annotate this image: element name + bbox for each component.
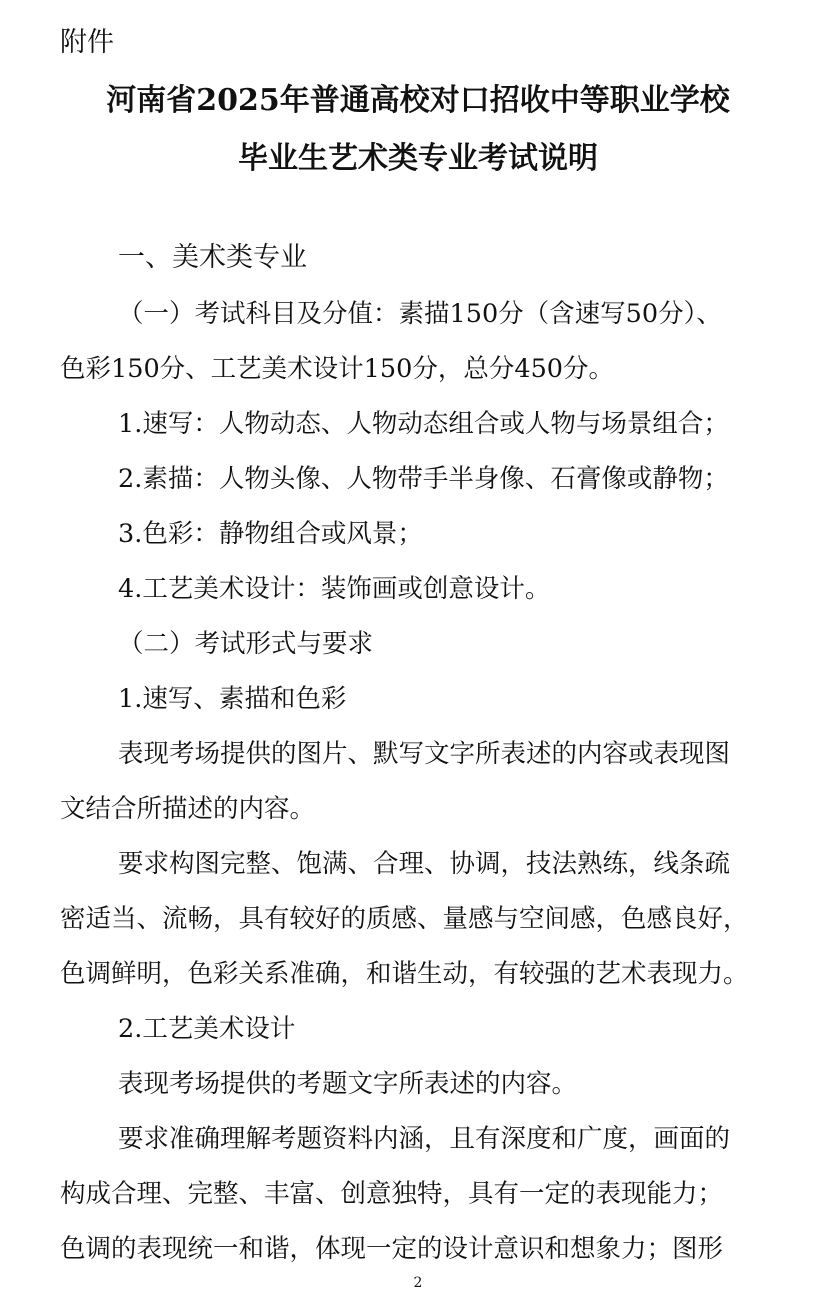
subject-item-drawing: 2.素描：人物头像、人物带手半身像、石膏像或静物； [118, 464, 729, 494]
design-para2-line2: 构成合理、完整、丰富、创意独特，具有一定的表现能力； [60, 1179, 724, 1209]
sketch-para2-line1: 要求构图完整、饱满、合理、协调，技法熟练，线条疏 [118, 849, 731, 879]
subjects-line-2: 色彩150分、工艺美术设计150分，总分450分。 [60, 354, 615, 384]
title-line-2: 毕业生艺术类专业考试说明 [238, 141, 598, 176]
design-para1: 表现考场提供的考题文字所表述的内容。 [118, 1069, 578, 1099]
sketch-heading: 1.速写、素描和色彩 [118, 684, 347, 714]
attachment-label: 附件 [60, 27, 114, 58]
design-heading: 2.工艺美术设计 [118, 1014, 296, 1044]
subject-item-design: 4.工艺美术设计：装饰画或创意设计。 [118, 574, 551, 604]
sketch-para2-line3: 色调鲜明，色彩关系准确，和谐生动，有较强的艺术表现力。 [60, 959, 749, 989]
title-line-1: 河南省2025年普通高校对口招收中等职业学校 [106, 83, 730, 118]
subjects-line-1: （一）考试科目及分值：素描150分（含速写50分）、 [118, 299, 722, 329]
sketch-para1-line1: 表现考场提供的图片、默写文字所表述的内容或表现图 [118, 739, 731, 769]
design-para2-line1: 要求准确理解考题资料内涵，且有深度和广度，画面的 [118, 1124, 731, 1154]
design-para2-line3: 色调的表现统一和谐，体现一定的设计意识和想象力；图形 [60, 1234, 724, 1264]
sketch-para1-line2: 文结合所描述的内容。 [60, 794, 316, 824]
sketch-para2-line2: 密适当、流畅，具有较好的质感、量感与空间感，色感良好， [60, 904, 749, 934]
subject-item-sketch: 1.速写：人物动态、人物动态组合或人物与场景组合； [118, 409, 729, 439]
form-requirements-heading: （二）考试形式与要求 [118, 629, 374, 659]
subject-item-color: 3.色彩：静物组合或风景； [118, 519, 423, 549]
page-number: 2 [413, 1275, 423, 1291]
section-heading-art: 一、美术类专业 [118, 242, 307, 273]
